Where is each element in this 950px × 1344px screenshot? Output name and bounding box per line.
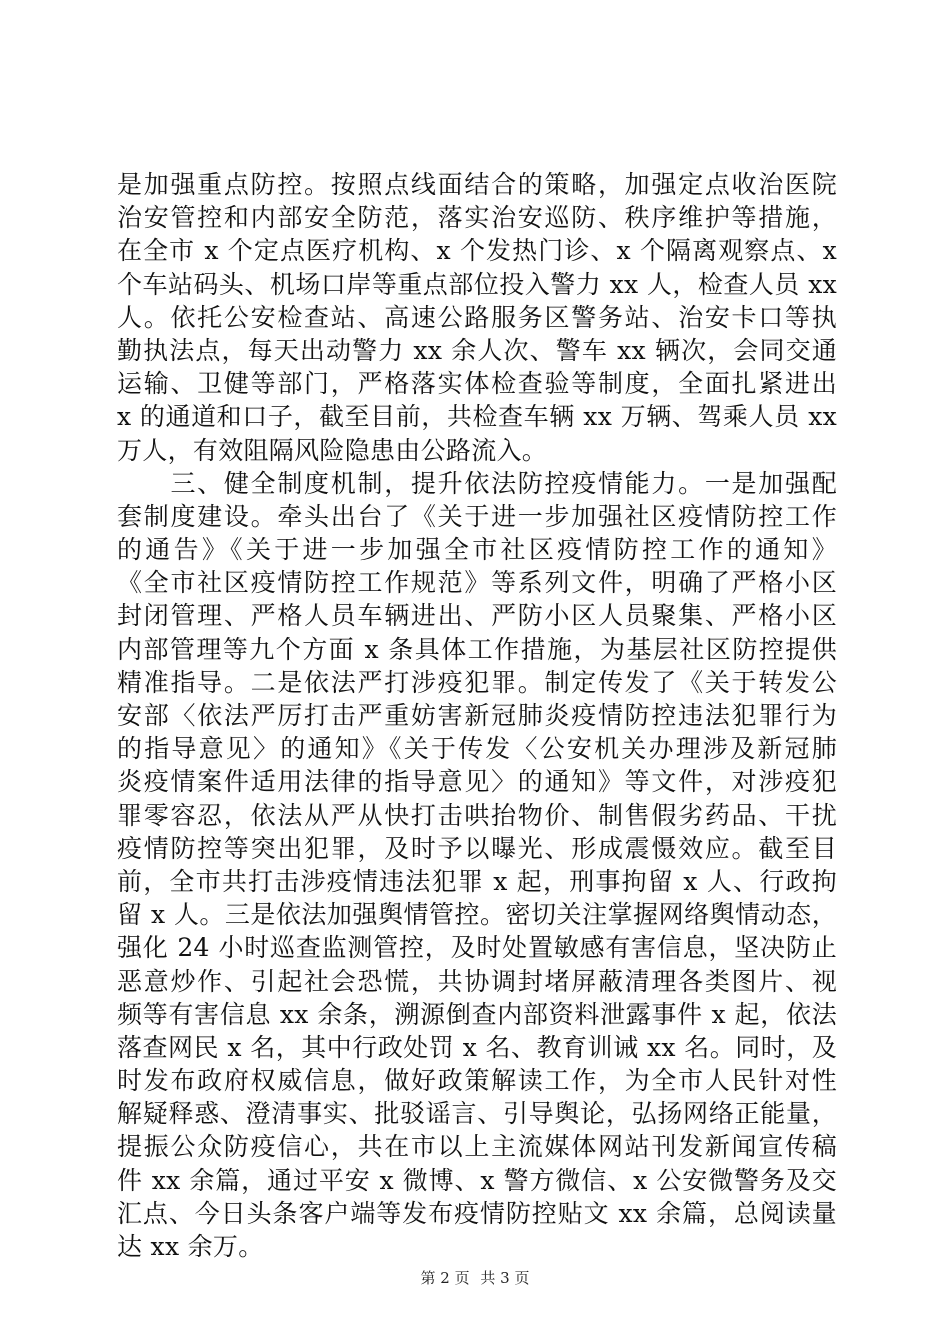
text-line: 频等有害信息 xx 余条，溯源倒查内部资料泄露事件 x 起，依法 xyxy=(117,999,837,1029)
text-line: 人。依托公安检查站、高速公路服务区警务站、治安卡口等执 xyxy=(117,302,837,332)
text-line: 封闭管理、严格人员车辆进出、严防小区人员聚集、严格小区 xyxy=(117,601,837,631)
text-line: 炎疫情案件适用法律的指导意见〉的通知》等文件，对涉疫犯 xyxy=(117,767,837,797)
text-line: 在全市 x 个定点医疗机构、x 个发热门诊、x 个隔离观察点、x xyxy=(117,236,837,266)
text-line: 恶意炒作、引起社会恐慌，共协调封堵屏蔽清理各类图片、视 xyxy=(117,966,837,996)
text-line: 件 xx 余篇，通过平安 x 微博、x 警方微信、x 公安微警务及交 xyxy=(117,1165,837,1195)
page-number: 第 2 页 xyxy=(420,1269,470,1287)
text-line: x 的通道和口子，截至目前，共检查车辆 xx 万辆、驾乘人员 xx xyxy=(117,402,837,432)
page-total: 共 3 页 xyxy=(480,1269,530,1287)
body-text xyxy=(117,168,837,1263)
text-line: 罪零容忍，依法从严从快打击哄抬物价、制售假劣药品、干扰 xyxy=(117,800,837,830)
page-footer xyxy=(0,1268,950,1288)
text-line: 前，全市共打击涉疫情违法犯罪 x 起，刑事拘留 x 人、行政拘 xyxy=(117,866,837,896)
text-line: 留 x 人。三是依法加强舆情管控。密切关注掌握网络舆情动态， xyxy=(117,900,837,930)
text-line: 时发布政府权威信息，做好政策解读工作，为全市人民针对性 xyxy=(117,1066,837,1096)
text-line: 解疑释惑、澄清事实、批驳谣言、引导舆论，弘扬网络正能量， xyxy=(117,1099,837,1129)
text-line: 是加强重点防控。按照点线面结合的策略，加强定点收治医院 xyxy=(117,170,837,199)
text-line: 的通告》《关于进一步加强全市社区疫情防控工作的通知》 xyxy=(117,535,837,565)
text-line: 强化 24 小时巡查监测管控，及时处置敏感有害信息，坚决防止 xyxy=(117,933,837,963)
text-line: 套制度建设。牵头出台了《关于进一步加强社区疫情防控工作 xyxy=(117,501,837,531)
text-line: 落查网民 x 名，其中行政处罚 x 名、教育训诫 xx 名。同时，及 xyxy=(117,1032,837,1062)
text-line: 内部管理等九个方面 x 条具体工作措施，为基层社区防控提供 xyxy=(117,634,837,664)
text-line: 提振公众防疫信心，共在市以上主流媒体网站刊发新闻宣传稿 xyxy=(117,1132,837,1162)
text-line: 《全市社区疫情防控工作规范》等系列文件，明确了严格小区 xyxy=(117,568,837,598)
text-line: 安部〈依法严厉打击严重妨害新冠肺炎疫情防控违法犯罪行为 xyxy=(117,701,837,730)
text-line: 精准指导。二是依法严打涉疫犯罪。制定传发了《关于转发公 xyxy=(117,667,837,697)
text-line: 治安管控和内部安全防范，落实治安巡防、秩序维护等措施， xyxy=(117,203,837,233)
text-line: 三、健全制度机制，提升依法防控疫情能力。一是加强配 xyxy=(117,468,837,498)
text-line: 勤执法点，每天出动警力 xx 余人次、警车 xx 辆次，会同交通 xyxy=(117,335,837,365)
text-line: 运输、卫健等部门，严格落实体检查验等制度，全面扎紧进出 xyxy=(117,369,837,399)
text-line: 汇点、今日头条客户端等发布疫情防控贴文 xx 余篇，总阅读量 xyxy=(117,1198,837,1228)
text-line: 的指导意见〉的通知》《关于传发〈公安机关办理涉及新冠肺 xyxy=(117,734,837,764)
text-line: 达 xx 余万。 xyxy=(117,1232,264,1261)
text-line: 万人，有效阻隔风险隐患由公路流入。 xyxy=(117,435,548,465)
text-line: 个车站码头、机场口岸等重点部位投入警力 xx 人，检查人员 xx xyxy=(117,269,837,299)
text-line: 疫情防控等突出犯罪，及时予以曝光、形成震慑效应。截至目 xyxy=(117,833,837,863)
